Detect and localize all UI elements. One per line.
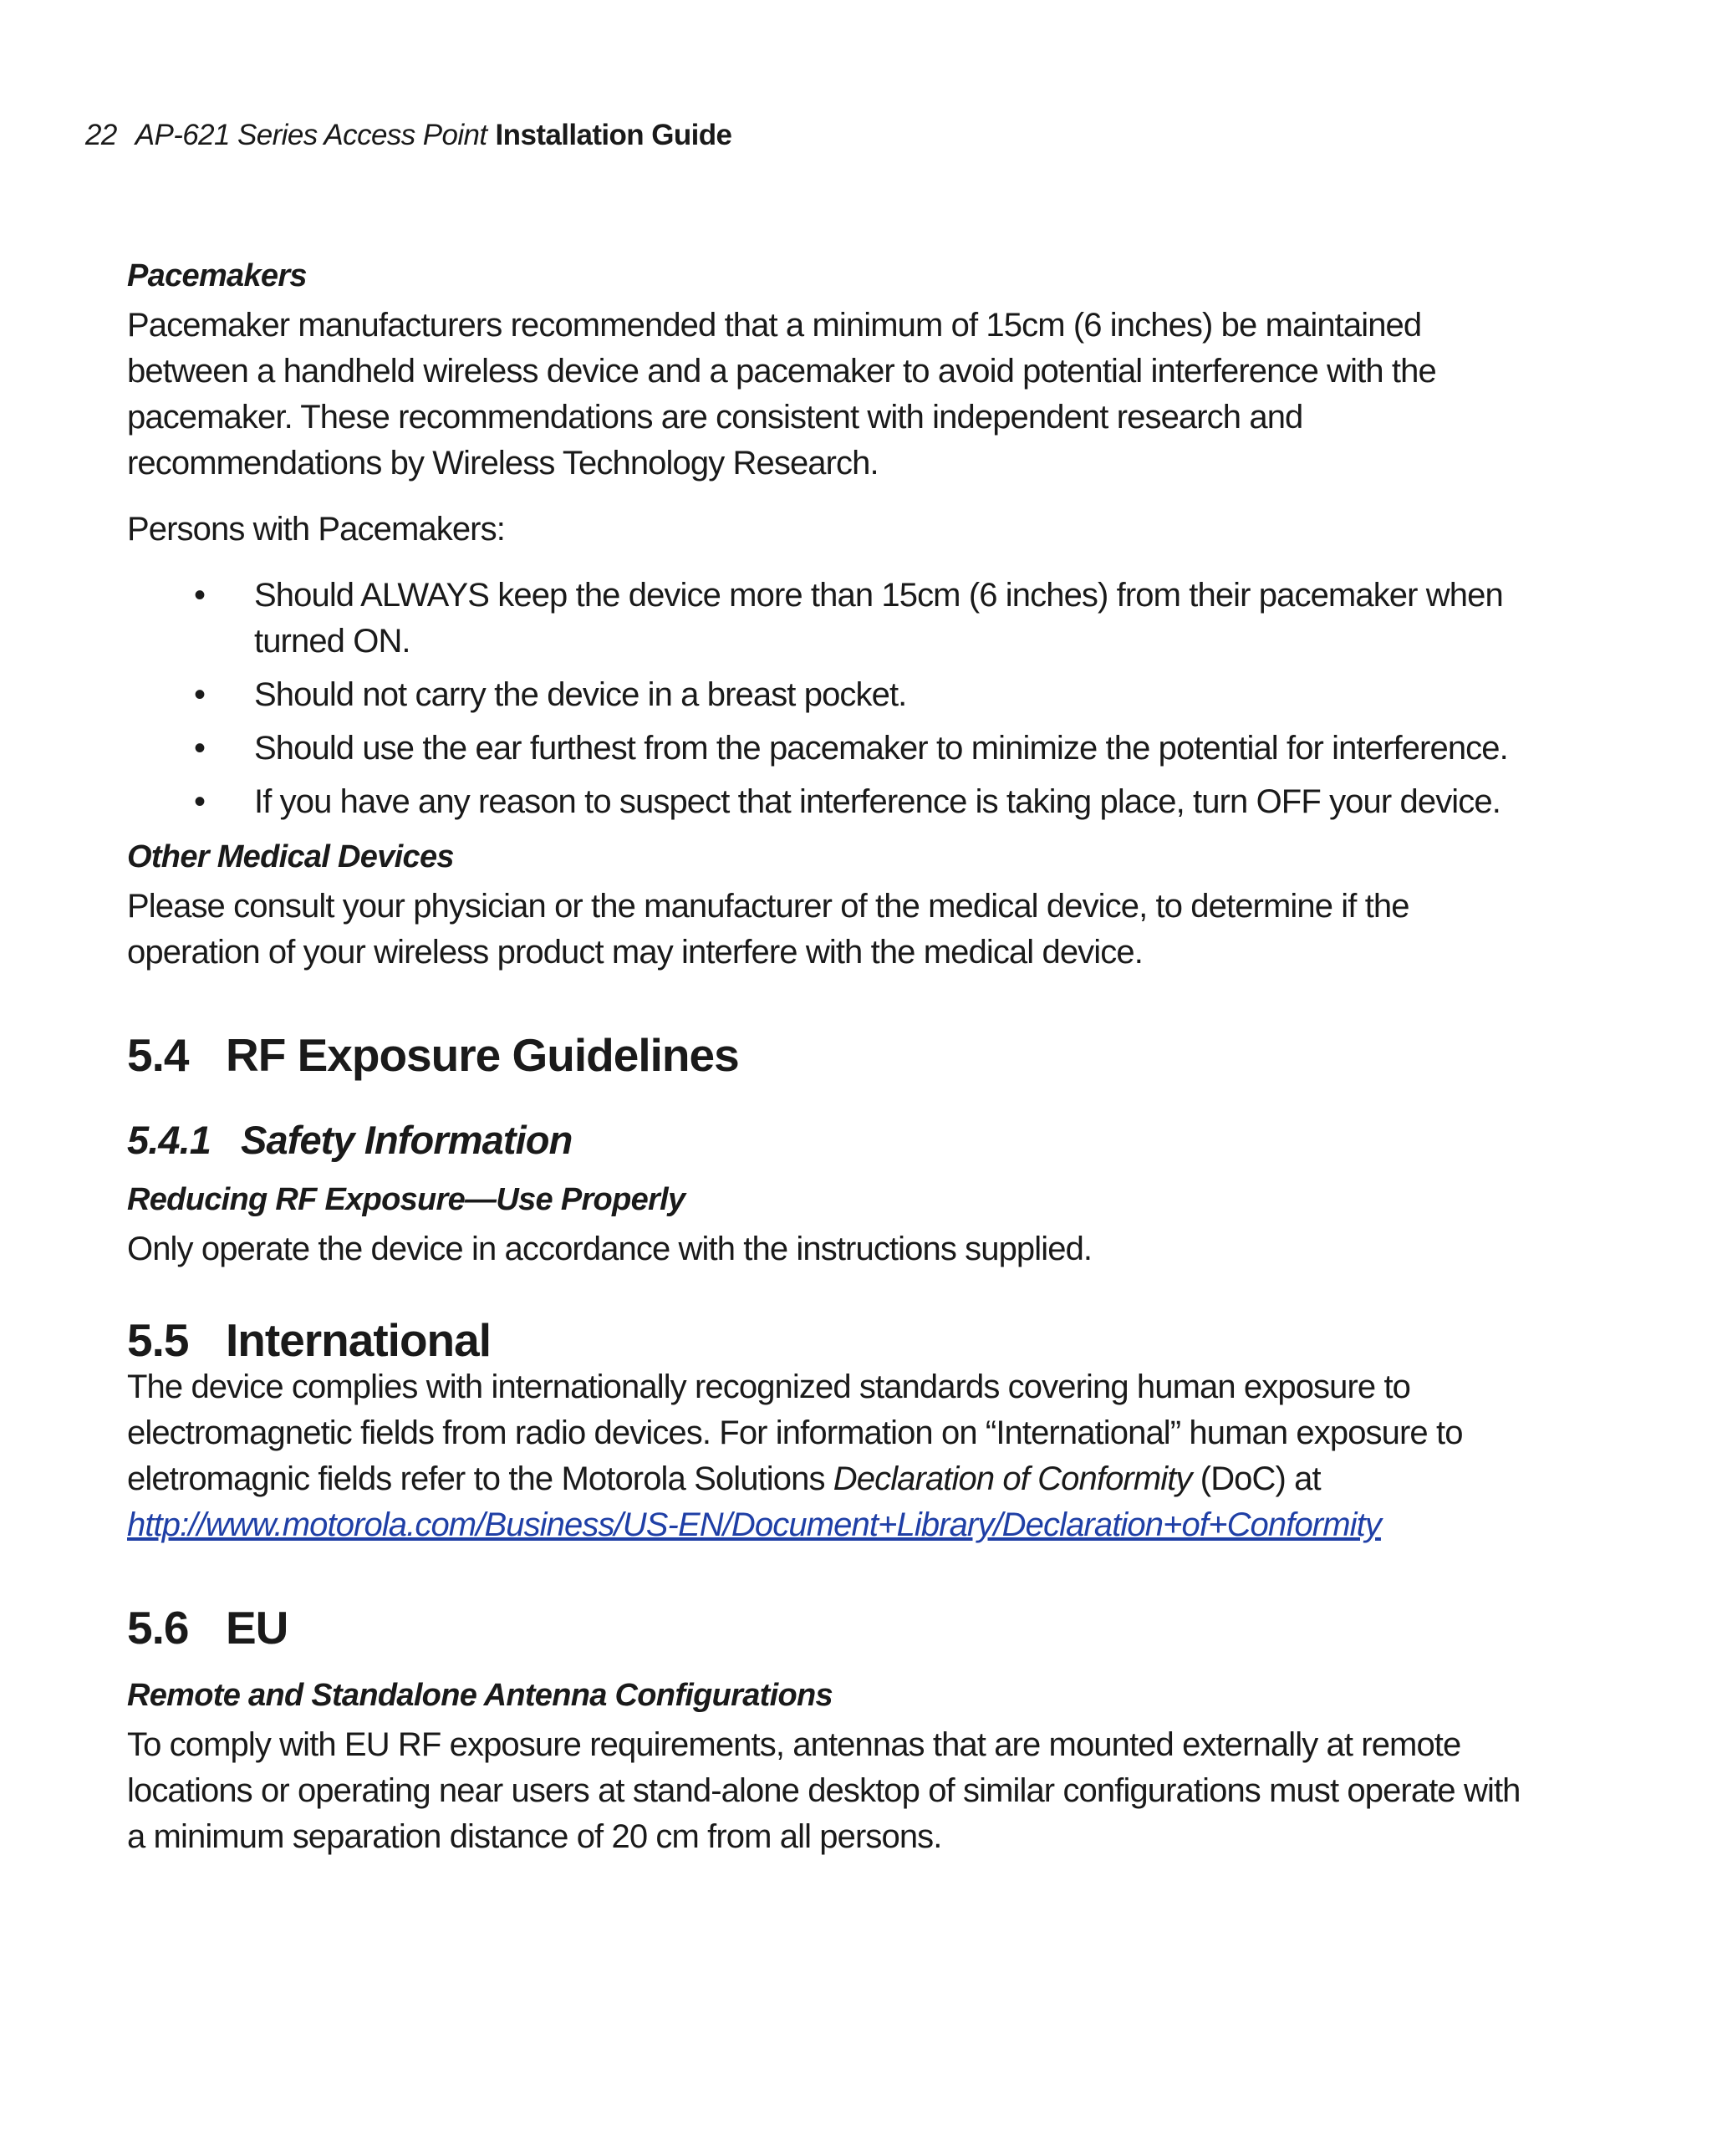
- subsection-title: Safety Information: [241, 1118, 573, 1162]
- pacemakers-intro: Persons with Pacemakers:: [127, 511, 505, 548]
- reducing-rf-paragraph: Only operate the device in accordance with the instructions supplied.: [127, 1231, 1093, 1267]
- section-title: EU: [226, 1602, 288, 1654]
- section-heading-5-6: [127, 1600, 1540, 1655]
- other-medical-paragraph: Please consult your physician or the manufacturer of the medical device, to determine if the operation of your wireless product may interfere with the medical device.: [127, 888, 1409, 971]
- list-item: [127, 672, 1540, 718]
- doc-title-italic: AP-621 Series Access Point: [135, 119, 487, 151]
- page-content: [127, 256, 1540, 1860]
- bullet-text: If you have any reason to suspect that interference is taking place, turn OFF your device.: [254, 783, 1501, 820]
- bullet-icon: •: [194, 730, 206, 767]
- pacemakers-heading: Pacemakers: [127, 258, 307, 293]
- bullet-text: Should use the ear furthest from the pacemaker to minimize the potential for interference.: [254, 730, 1508, 767]
- bullet-text: Should ALWAYS keep the device more than 15cm (6 inches) from their pacemaker when turned ON.: [254, 577, 1503, 660]
- antenna-config-heading: Remote and Standalone Antenna Configurations: [127, 1678, 833, 1713]
- section-title: International: [226, 1314, 492, 1366]
- declaration-of-conformity-link[interactable]: http://www.motorola.com/Business/US-EN/Document+Library/Declaration+of+Conformity: [127, 1506, 1381, 1543]
- international-text-b: (DoC) at: [1191, 1460, 1321, 1497]
- list-item: [127, 573, 1540, 665]
- section-number: 5.6: [127, 1602, 189, 1654]
- bullet-icon: •: [194, 577, 206, 614]
- section-number: 5.4: [127, 1029, 189, 1081]
- bullet-icon: •: [194, 783, 206, 820]
- list-item: [127, 779, 1540, 825]
- section-heading-5-5: [127, 1316, 1540, 1364]
- reducing-rf-heading: Reducing RF Exposure—Use Properly: [127, 1182, 685, 1217]
- list-item: [127, 726, 1540, 772]
- bullet-icon: •: [194, 676, 206, 713]
- eu-paragraph: To comply with EU RF exposure requirements, antennas that are mounted externally at remote locations or operating near users at stand-alone desktop of similar configurations must operate with a minimum separation distance of 20 cm from all persons.: [127, 1726, 1521, 1855]
- subsection-heading-5-4-1: [127, 1116, 1540, 1165]
- international-paragraph: [127, 1364, 1540, 1548]
- bullet-text: Should not carry the device in a breast pocket.: [254, 676, 907, 713]
- doc-title-reference: Declaration of Conformity: [833, 1460, 1192, 1497]
- section-number: 5.5: [127, 1314, 189, 1366]
- doc-title-bold: Installation Guide: [495, 119, 732, 151]
- international-text-a: The device complies with internationally recognized standards covering human exposure to electromagnetic fields from radio devices. For information on “International” human exposure to eletromagnic fields refer to the Motorola Solutions: [127, 1369, 1463, 1497]
- running-header: [85, 117, 731, 154]
- section-title: RF Exposure Guidelines: [226, 1029, 739, 1081]
- page-number: 22: [85, 119, 117, 151]
- pacemakers-paragraph: Pacemaker manufacturers recommended that a minimum of 15cm (6 inches) be maintained between a handheld wireless device and a pacemaker to avoid potential interference with the pacemaker. These recommendations are consistent with independent research and recommendations by Wireless Technology Research.: [127, 307, 1436, 482]
- pacemaker-bullet-list: [127, 573, 1540, 825]
- other-medical-heading: Other Medical Devices: [127, 839, 454, 874]
- section-heading-5-4: [127, 1027, 1540, 1083]
- subsection-number: 5.4.1: [127, 1118, 211, 1162]
